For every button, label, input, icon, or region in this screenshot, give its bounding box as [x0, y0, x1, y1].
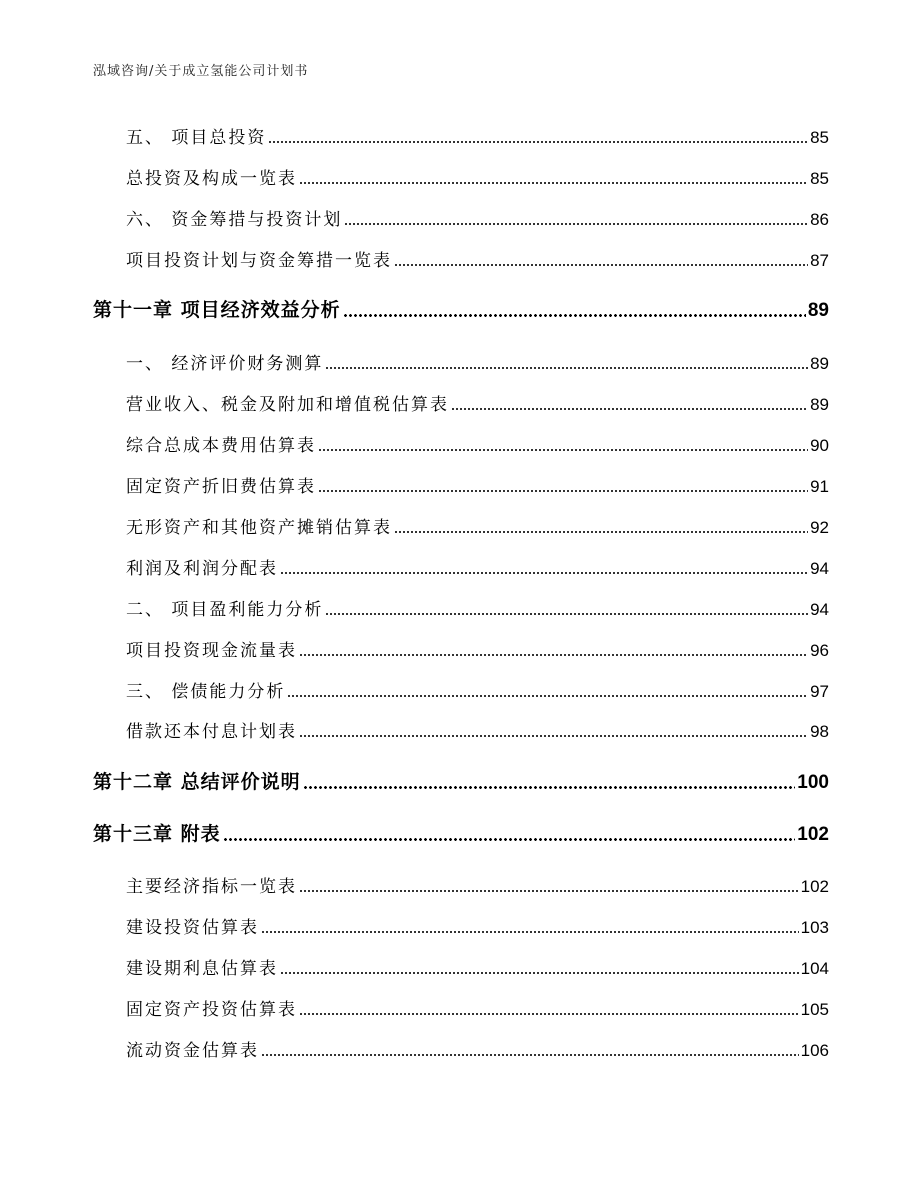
toc-entry-page-number: 104 — [800, 959, 829, 978]
toc-entry-title: 借款还本付息计划表 — [126, 722, 297, 742]
toc-entry-title: 固定资产折旧费估算表 — [126, 477, 316, 497]
toc-entry-title: 项目投资计划与资金筹措一览表 — [126, 251, 392, 271]
dot-leader — [223, 838, 796, 841]
toc-entry-title: 营业收入、税金及附加和增值税估算表 — [126, 395, 449, 415]
page-header: 泓域咨询/关于成立氢能公司计划书 — [93, 64, 309, 79]
toc-entry[interactable] — [126, 1035, 829, 1061]
toc-entry[interactable] — [126, 871, 829, 897]
toc-entry-title: 主要经济指标一览表 — [126, 877, 297, 897]
toc-chapter-entry[interactable] — [93, 820, 829, 846]
toc-entry[interactable] — [126, 122, 829, 148]
toc-entry-page-number: 100 — [797, 772, 829, 793]
dot-leader — [325, 367, 808, 369]
toc-entry[interactable] — [126, 912, 829, 938]
toc-chapter-entry[interactable] — [93, 296, 829, 322]
dot-leader — [318, 490, 808, 492]
toc-entry-page-number: 89 — [807, 300, 829, 321]
toc-entry[interactable] — [126, 512, 829, 538]
toc-entry[interactable] — [126, 348, 829, 374]
toc-entry-title: 利润及利润分配表 — [126, 559, 278, 579]
toc-entry[interactable] — [126, 594, 829, 620]
toc-entry-page-number: 106 — [800, 1041, 829, 1060]
toc-entry[interactable] — [126, 389, 829, 415]
toc-entry-page-number: 103 — [800, 918, 829, 937]
toc-entry-title: 流动资金估算表 — [126, 1041, 259, 1061]
dot-leader — [325, 613, 808, 615]
toc-entry-page-number: 91 — [810, 477, 829, 496]
dot-leader — [394, 264, 808, 266]
dot-leader — [280, 572, 808, 574]
toc-chapter-entry[interactable] — [93, 768, 829, 794]
dot-leader — [303, 786, 796, 789]
toc-entry-page-number: 90 — [810, 436, 829, 455]
toc-entry[interactable] — [126, 163, 829, 189]
toc-entry-title: 二、 项目盈利能力分析 — [126, 600, 324, 620]
toc-entry-page-number: 94 — [810, 559, 829, 578]
dot-leader — [287, 695, 808, 697]
dot-leader — [261, 1054, 799, 1056]
toc-entry-title: 第十一章 项目经济效益分析 — [93, 299, 341, 321]
toc-entry[interactable] — [126, 994, 829, 1020]
dot-leader — [261, 931, 799, 933]
dot-leader — [299, 890, 799, 892]
toc-entry[interactable] — [126, 471, 829, 497]
toc-entry[interactable] — [126, 553, 829, 579]
toc-entry-page-number: 94 — [810, 600, 829, 619]
toc-entry-page-number: 85 — [810, 128, 829, 147]
toc-entry[interactable] — [126, 953, 829, 979]
toc-entry-title: 第十二章 总结评价说明 — [93, 771, 301, 793]
toc-entry-title: 项目投资现金流量表 — [126, 641, 297, 661]
toc-entry-page-number: 87 — [810, 251, 829, 270]
toc-entry-page-number: 86 — [810, 210, 829, 229]
toc-entry-title: 固定资产投资估算表 — [126, 1000, 297, 1020]
toc-entry[interactable] — [126, 204, 829, 230]
toc-entry-page-number: 89 — [810, 354, 829, 373]
dot-leader — [451, 408, 808, 410]
dot-leader — [299, 182, 808, 184]
toc-entry[interactable] — [126, 245, 829, 271]
dot-leader — [344, 223, 808, 225]
dot-leader — [268, 141, 808, 143]
dot-leader — [299, 1013, 799, 1015]
toc-entry-title: 总投资及构成一览表 — [126, 169, 297, 189]
toc-entry-title: 建设期利息估算表 — [126, 959, 278, 979]
dot-leader — [299, 735, 808, 737]
toc-entry-page-number: 105 — [800, 1000, 829, 1019]
dot-leader — [343, 314, 806, 317]
toc-entry-page-number: 102 — [800, 877, 829, 896]
toc-entry-title: 六、 资金筹措与投资计划 — [126, 210, 343, 230]
toc-entry-page-number: 98 — [810, 722, 829, 741]
toc-entry-title: 第十三章 附表 — [93, 823, 221, 845]
toc-entry[interactable] — [126, 430, 829, 456]
toc-entry-page-number: 92 — [810, 518, 829, 537]
toc-entry-title: 三、 偿债能力分析 — [126, 682, 286, 702]
toc-entry-title: 一、 经济评价财务测算 — [126, 354, 324, 374]
toc-entry[interactable] — [126, 716, 829, 742]
toc-entry[interactable] — [126, 676, 829, 702]
toc-entry[interactable] — [126, 635, 829, 661]
dot-leader — [318, 449, 808, 451]
toc-entry-page-number: 102 — [797, 824, 829, 845]
toc-entry-title: 建设投资估算表 — [126, 918, 259, 938]
toc-entry-page-number: 89 — [810, 395, 829, 414]
dot-leader — [394, 531, 808, 533]
dot-leader — [299, 654, 808, 656]
toc-entry-title: 无形资产和其他资产摊销估算表 — [126, 518, 392, 538]
toc-entry-page-number: 97 — [810, 682, 829, 701]
toc-entry-title: 五、 项目总投资 — [126, 128, 267, 148]
toc-entry-title: 综合总成本费用估算表 — [126, 436, 316, 456]
toc-entry-page-number: 85 — [810, 169, 829, 188]
dot-leader — [280, 972, 799, 974]
toc-entry-page-number: 96 — [810, 641, 829, 660]
